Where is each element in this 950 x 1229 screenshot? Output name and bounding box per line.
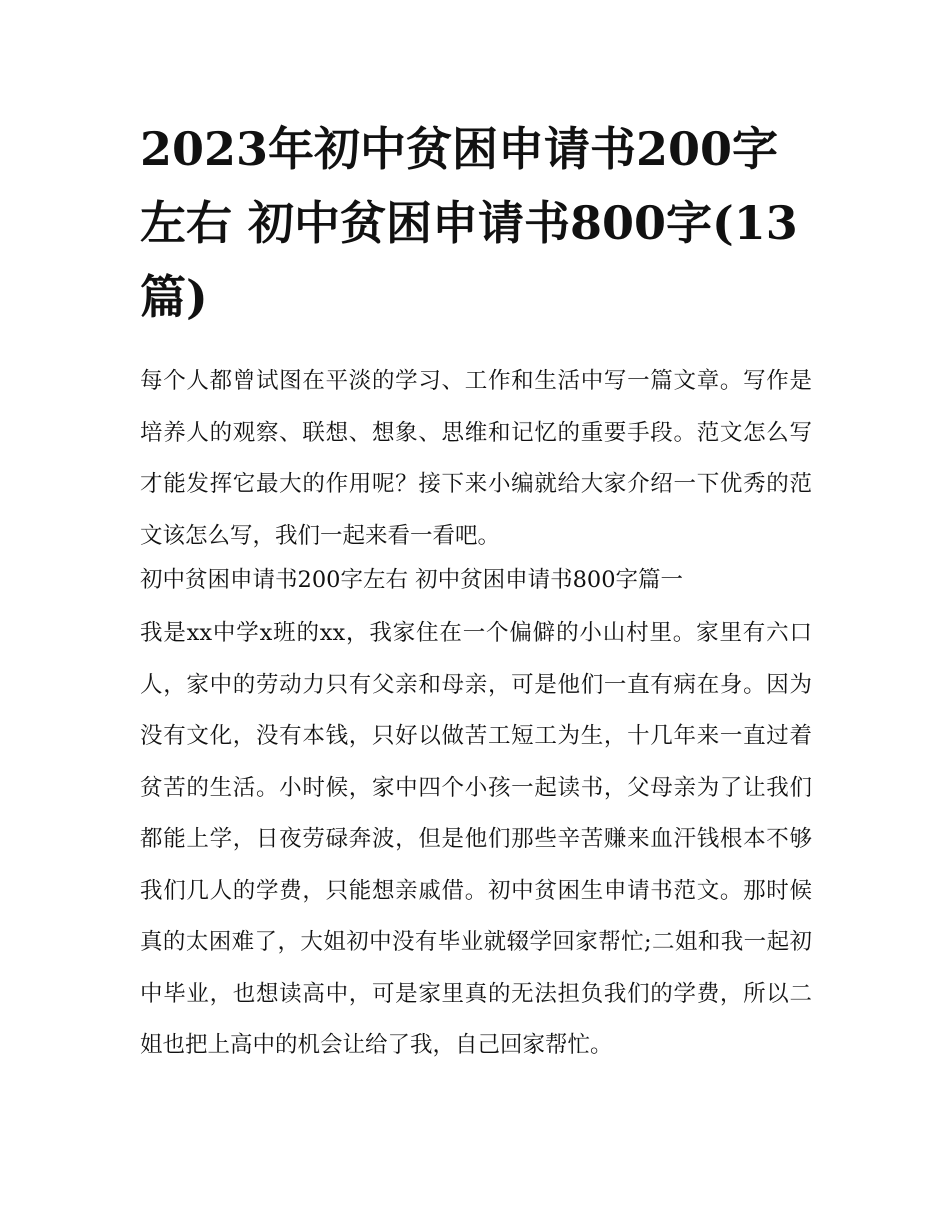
section-heading: 初中贫困申请书200字左右 初中贫困申请书800字篇一 [140,567,684,593]
intro-paragraph: 每个人都曾试图在平淡的学习、工作和生活中写一篇文章。写作是培养人的观察、联想、想象、思维和记忆的重要手段。范文怎么写才能发挥它最大的作用呢？接下来小编就给大家介绍一下优秀的范文该怎么写，我们一起来看一看吧。 [140,368,812,549]
document-title: 2023年初中贫困申请书200字左右 初中贫困申请书800字(13篇) [140,122,798,324]
story-paragraph: 我是xx中学x班的xx，我家住在一个偏僻的小山村里。家里有六口人，家中的劳动力只有父亲和母亲，可是他们一直有病在身。因为没有文化，没有本钱，只好以做苦工短工为生，十几年来一直过着贫苦的生活。小时候，家中四个小孩一起读书，父母亲为了让我们都能上学，日夜劳碌奔波，但是他们那些辛苦赚来血汗钱根本不够我们几人的学费，只能想亲戚借。初中贫困生申请书范文。那时候真的太困难了，大姐初中没有毕业就辍学回家帮忙;二姐和我一起初中毕业，也想读高中，可是家里真的无法担负我们的学费，所以二姐也把上高中的机会让给了我，自己回家帮忙。 [140,620,812,1058]
